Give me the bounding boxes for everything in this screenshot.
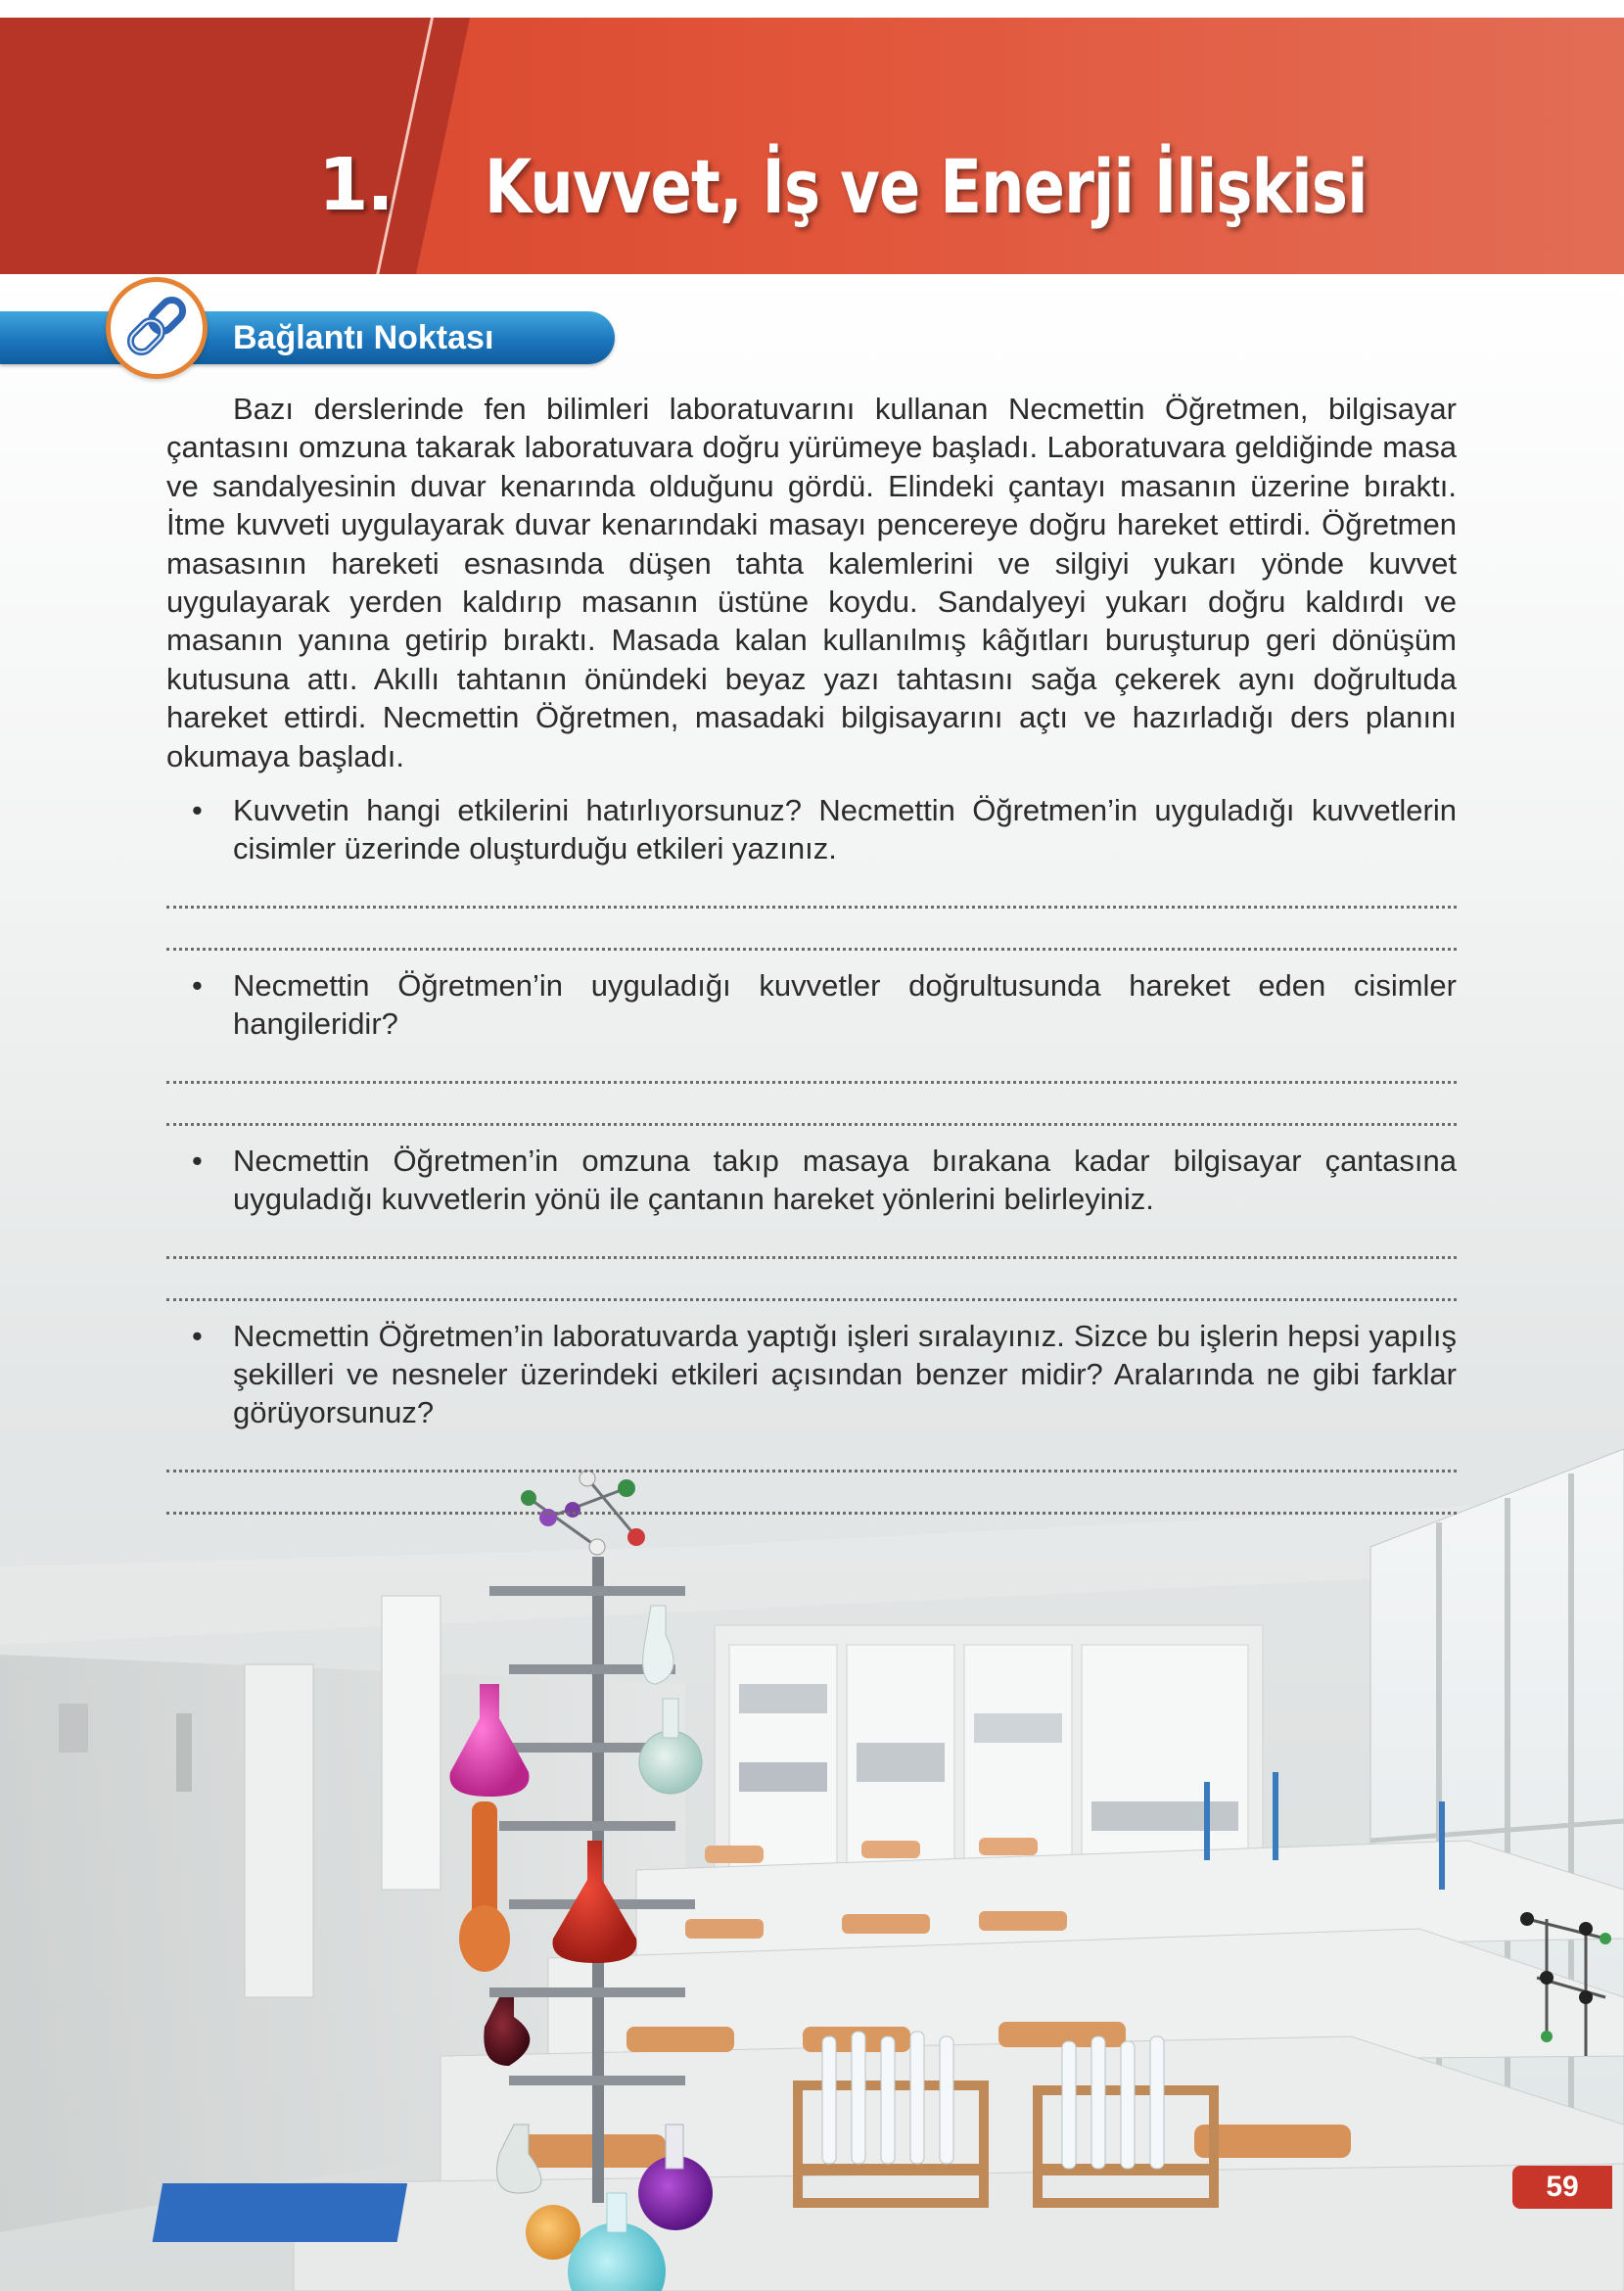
question-text: Necmettin Öğretmen’in uyguladığı kuvvetler doğrultusunda hareket eden cisimler hangileridir?: [233, 967, 1457, 1042]
section-title: Bağlantı Noktası: [233, 319, 494, 356]
question-list: [166, 791, 1457, 868]
question-item: [166, 791, 1457, 868]
answer-line[interactable]: [166, 1279, 1457, 1301]
section-banner: [0, 311, 615, 364]
question-list: [166, 1142, 1457, 1219]
chain-link-icon: [120, 290, 193, 367]
bullet-dot: •: [192, 1318, 203, 1353]
question-item: [166, 966, 1457, 1044]
answer-line[interactable]: [166, 928, 1457, 951]
question-text: Necmettin Öğretmen’in laboratuvarda yaptığı işleri sıralayınız. Sizce bu işlerin hepsi yapılış şekilleri ve nesneler üzerindeki etkileri açısından benzer midir? Aralarında ne gibi farklar görüyorsunuz?: [233, 1318, 1457, 1430]
answer-line[interactable]: [166, 1103, 1457, 1126]
question-item: [166, 1317, 1457, 1432]
answer-line[interactable]: [166, 1450, 1457, 1473]
bullet-dot: •: [192, 793, 203, 828]
main-content: [166, 390, 1457, 1515]
page-number: 59: [1512, 2166, 1612, 2209]
answer-line[interactable]: [166, 1492, 1457, 1515]
bullet-dot: •: [192, 1143, 203, 1178]
header-number-block: [0, 18, 470, 274]
question-item: [166, 1142, 1457, 1219]
intro-paragraph: Bazı derslerinde fen bilimleri laboratuvarını kullanan Necmettin Öğretmen, bilgisayar çantasını omzuna takarak laboratuvara doğru yürümeye başladı. Laboratuvara geldiğinde masa ve sandalyesinin duvar kenarında olduğunu gördü. Elindeki çantayı masanın üzerine bıraktı. İtme kuvveti uygulayarak duvar kenarındaki masayı pencereye doğru hareket ettirdi. Öğretmen masasının hareketi esnasında düşen tahta kalemlerini ve silgiyi yukarı yönde kuvvet uygulayarak yerden kaldırıp masanın üstüne koydu. Sandalyeyi yukarı doğru kaldırdı ve masanın yanına getirip bıraktı. Masada kalan kullanılmış kâğıtları buruşturup geri dönüşüm kutusuna attı. Akıllı tahtanın önündeki beyaz yazı tahtasını sağa çekerek aynı doğrultuda hareket ettirdi. Necmettin Öğretmen, masadaki bilgisayarını açtı ve hazırladığı ders planını okumaya başladı.: [166, 392, 1457, 773]
question-text: Kuvvetin hangi etkilerini hatırlıyorsunuz? Necmettin Öğretmen’in uyguladığı kuvvetlerin cisimler üzerinde oluşturduğu etkileri yazınız.: [233, 793, 1457, 866]
answer-line[interactable]: [166, 1061, 1457, 1084]
chapter-header: [0, 18, 1624, 274]
section-icon-badge: [106, 277, 208, 379]
question-list: [166, 966, 1457, 1044]
answer-line[interactable]: [166, 886, 1457, 909]
question-list: [166, 1317, 1457, 1432]
chapter-title: Kuvvet, İş ve Enerji İlişkisi: [485, 143, 1368, 230]
answer-line[interactable]: [166, 1237, 1457, 1259]
chapter-number: 1.: [318, 143, 393, 227]
question-text: Necmettin Öğretmen’in omzuna takıp masaya bırakana kadar bilgisayar çantasına uyguladığı kuvvetlerin yönü ile çantanın hareket yönlerini belirleyiniz.: [233, 1143, 1457, 1217]
bullet-dot: •: [192, 967, 203, 1003]
